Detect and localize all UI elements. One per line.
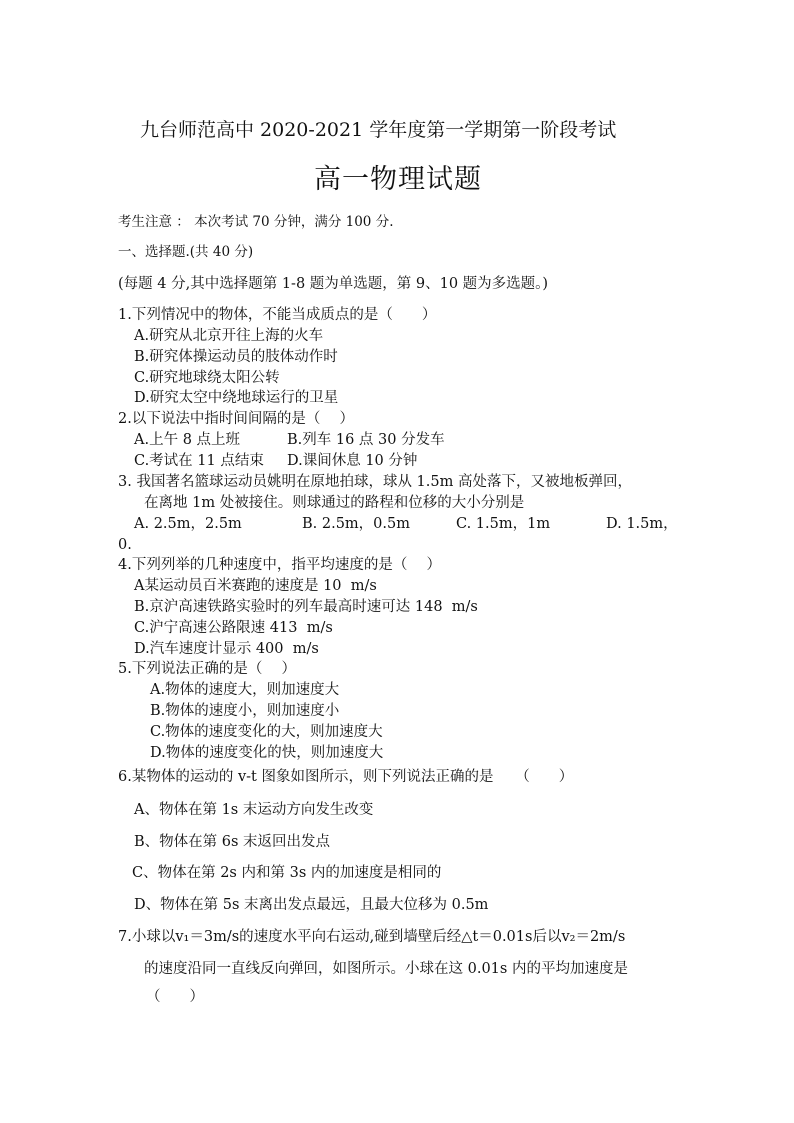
option-d-continued: 0. bbox=[118, 537, 132, 553]
question-stem: 1.下列情况中的物体，不能当成质点的是（ ） bbox=[118, 307, 437, 323]
question-stem: 5.下列说法正确的是（ ） bbox=[118, 661, 296, 677]
option-d: D.研究太空中绕地球运行的卫星 bbox=[134, 390, 339, 406]
option-c: C. 1.5m，1m bbox=[456, 516, 551, 532]
question-stem: 2.以下说法中指时间间隔的是（ ） bbox=[118, 411, 354, 427]
option-b: B、物体在第 6s 末返回出发点 bbox=[134, 834, 331, 850]
option-a: A.研究从北京开往上海的火车 bbox=[134, 328, 324, 344]
option-c: C.考试在 11 点结束 bbox=[134, 453, 264, 469]
option-b: B.物体的速度小，则加速度小 bbox=[150, 703, 340, 719]
option-c: C.物体的速度变化的大，则加速度大 bbox=[150, 724, 383, 740]
question-stem-line-1: 3. 我国著名篮球运动员姚明在原地拍球，球从 1.5m 高处落下，又被地板弹回， bbox=[118, 474, 632, 490]
paper-title: 高一物理试题 bbox=[314, 164, 482, 195]
option-b: B.研究体操运动员的肢体动作时 bbox=[134, 349, 338, 365]
section-heading: 一、选择题.(共 40 分) bbox=[118, 244, 254, 260]
option-b: B.列车 16 点 30 分发车 bbox=[287, 432, 445, 448]
option-d: D.汽车速度计显示 400 m/s bbox=[134, 641, 319, 657]
option-c: C.沪宁高速公路限速 413 m/s bbox=[134, 620, 333, 636]
question-stem-line-3: （ ） bbox=[146, 989, 204, 1005]
option-a: A.上午 8 点上班 bbox=[134, 432, 241, 448]
option-a: A.物体的速度大，则加速度大 bbox=[150, 682, 340, 698]
option-a: A、物体在第 1s 末运动方向发生改变 bbox=[134, 802, 374, 818]
option-c: C、物体在第 2s 内和第 3s 内的加速度是相同的 bbox=[132, 865, 442, 881]
option-a: A某运动员百米赛跑的速度是 10 m/s bbox=[134, 578, 377, 594]
question-stem-line-1: 7.小球以v₁＝3m/s的速度水平向右运动,碰到墙壁后经△t＝0.01s后以v₂＝2m/s bbox=[118, 929, 626, 945]
option-d: D、物体在第 5s 末离出发点最远，且最大位移为 0.5m bbox=[134, 897, 489, 913]
school-exam-title: 九台师范高中 2020-2021 学年度第一学期第一阶段考试 bbox=[140, 119, 617, 141]
option-a: A. 2.5m，2.5m bbox=[134, 516, 242, 532]
question-stem-line-2: 在离地 1m 处被接住。则球通过的路程和位移的大小分别是 bbox=[144, 495, 525, 511]
option-c: C.研究地球绕太阳公转 bbox=[134, 370, 280, 386]
option-d: D.物体的速度变化的快，则加速度大 bbox=[150, 745, 384, 761]
question-stem: 4.下列列举的几种速度中，指平均速度的是（ ） bbox=[118, 557, 441, 573]
question-stem: 6.某物体的运动的 v-t 图象如图所示，则下列说法正确的是 （ ） bbox=[118, 769, 574, 785]
exam-notice: 考生注意 ： 本次考试 70 分钟，满分 100 分. bbox=[118, 214, 394, 230]
option-b: B. 2.5m，0.5m bbox=[302, 516, 410, 532]
option-d: D. 1.5m， bbox=[606, 516, 678, 532]
option-b: B.京沪高速铁路实验时的列车最高时速可达 148 m/s bbox=[134, 599, 478, 615]
option-d: D.课间休息 10 分钟 bbox=[287, 453, 418, 469]
question-stem-line-2: 的速度沿同一直线反向弹回，如图所示。小球在这 0.01s 内的平均加速度是 bbox=[144, 961, 628, 977]
section-instructions: (每题 4 分,其中选择题第 1-8 题为单选题，第 9、10 题为多选题。) bbox=[118, 276, 549, 292]
